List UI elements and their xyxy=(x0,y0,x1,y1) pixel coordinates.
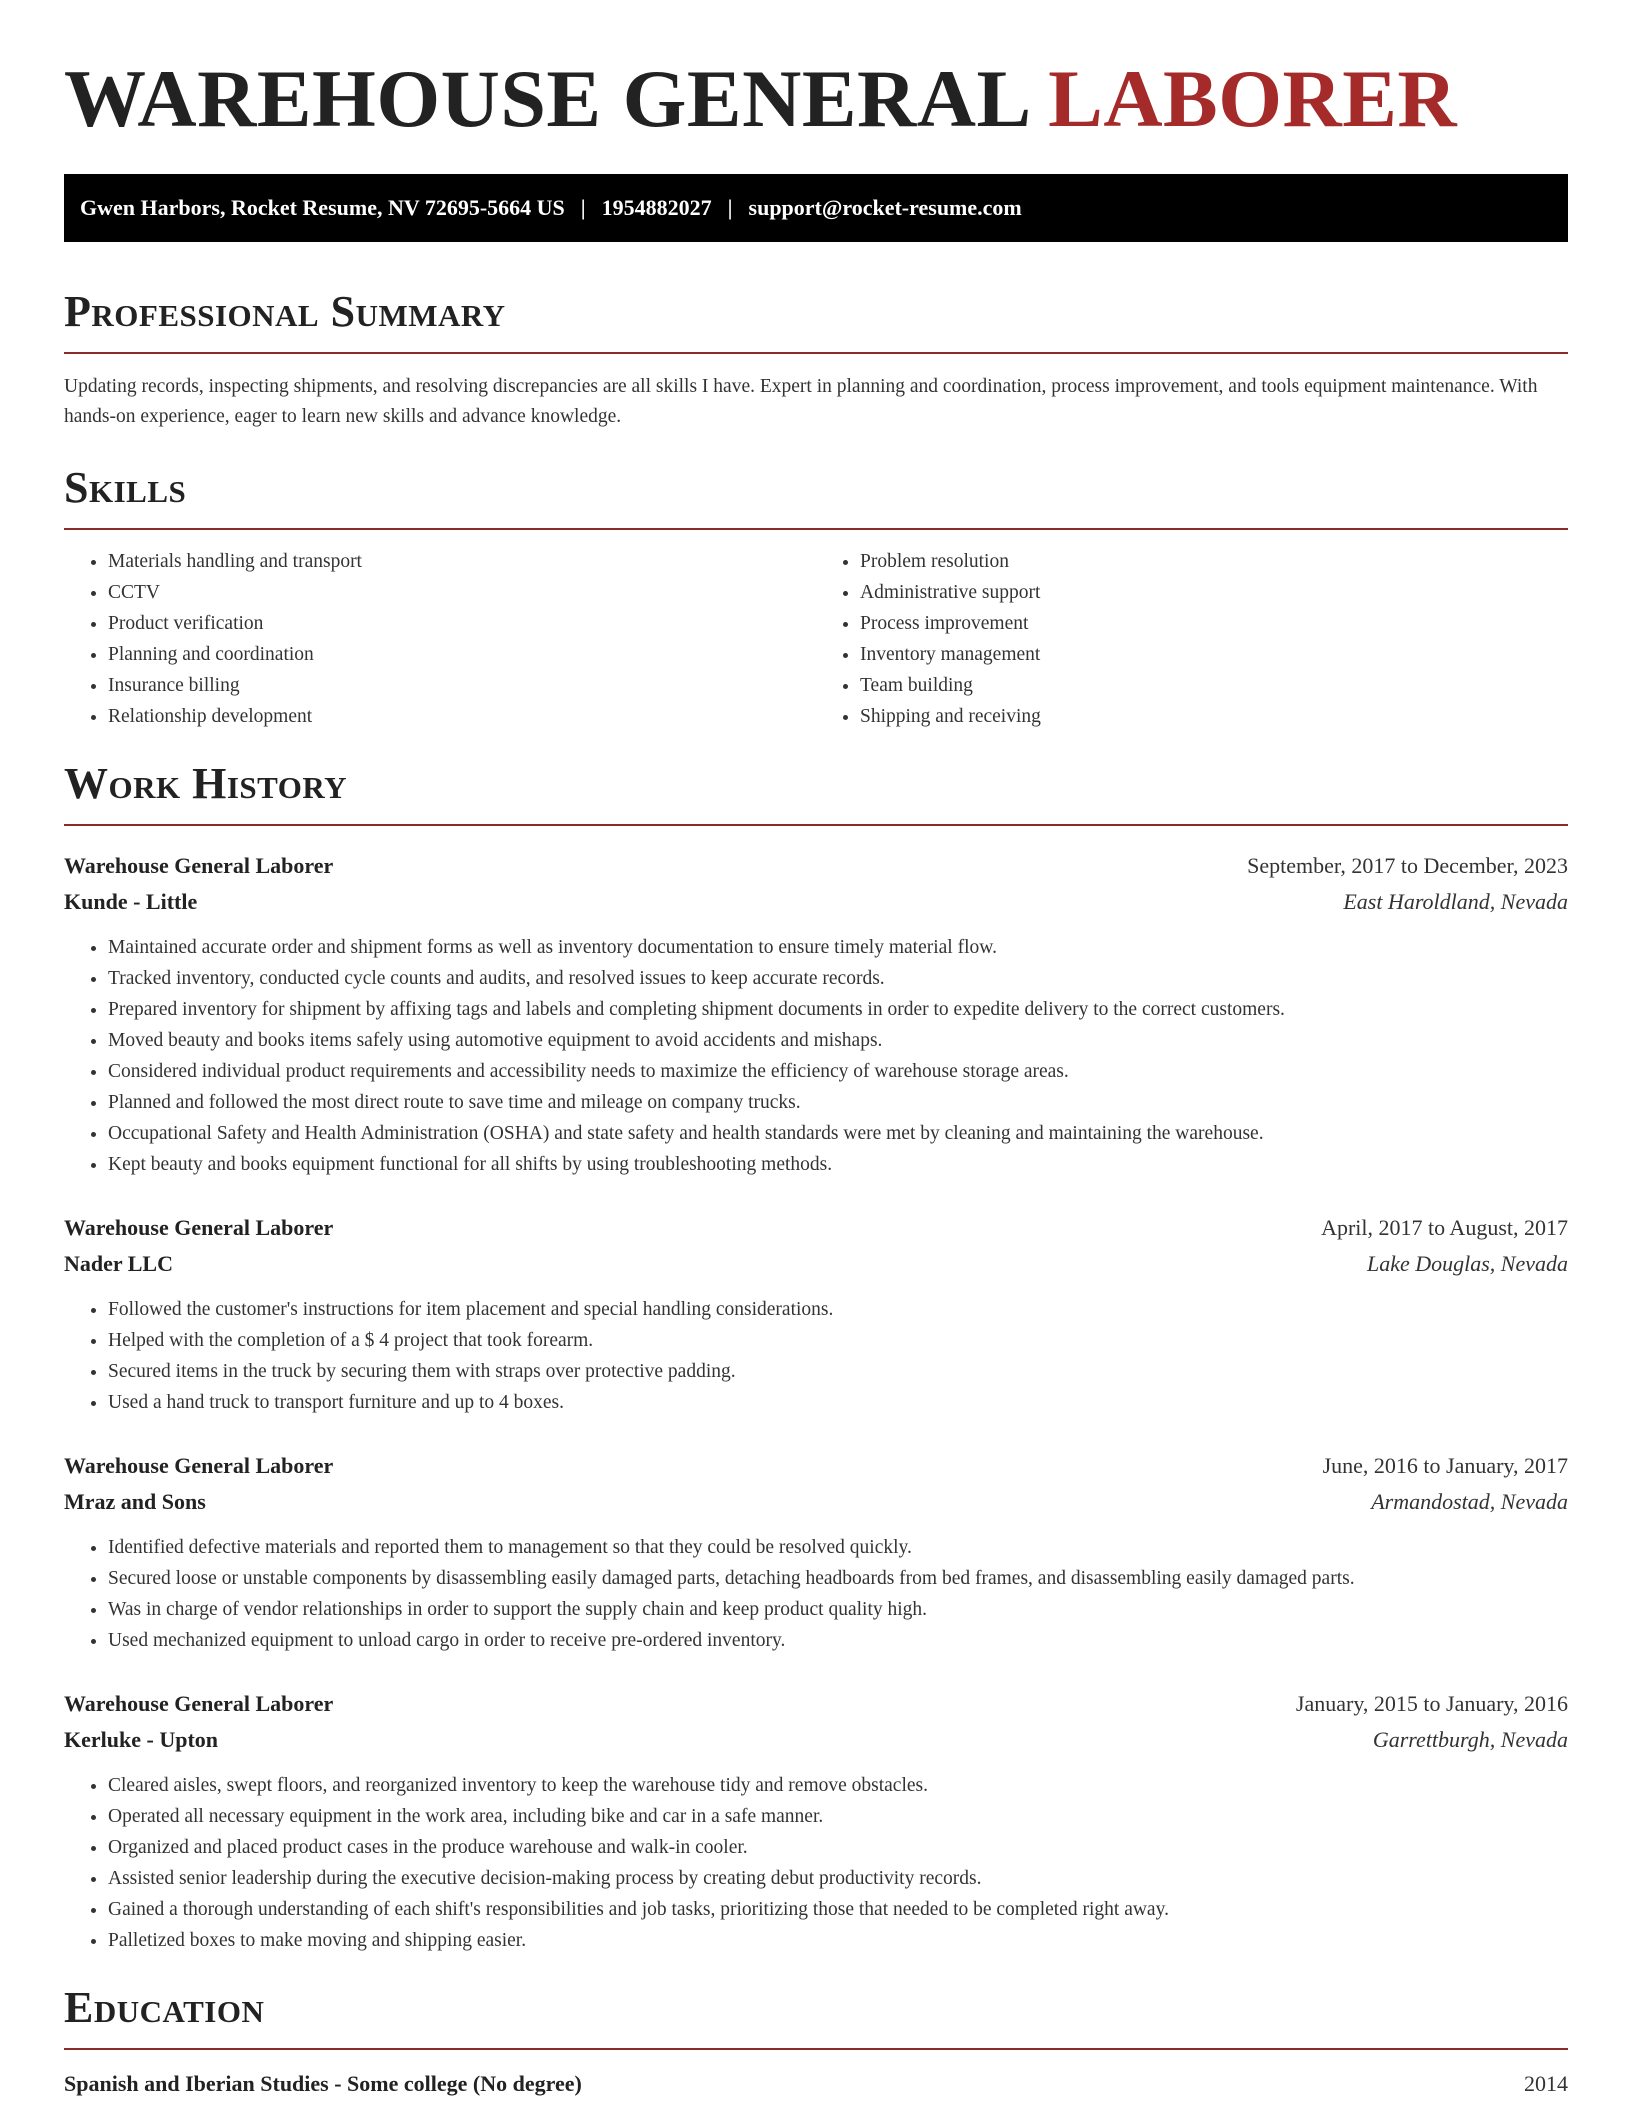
job-location: East Haroldland, Nevada xyxy=(1343,889,1568,914)
job-bullets xyxy=(64,1532,1568,1656)
skill-item: • CCTV xyxy=(108,577,816,608)
skill-item: • Problem resolution xyxy=(860,546,1568,577)
summary-text: Updating records, inspecting shipments, and resolving discrepancies are all skills I have. Expert in planning and coordination, process improvement, and tools equipment maintenance. With hands-on experience, eager to learn new skills and advance knowledge. xyxy=(64,376,1538,427)
job-bullet: • Assisted senior leadership during the executive decision-making process by creating debut productivity records. xyxy=(108,1863,1568,1894)
contact-separator: | xyxy=(727,195,733,220)
skill-item: • Inventory management xyxy=(860,639,1568,670)
job-bullet: • Palletized boxes to make moving and shipping easier. xyxy=(108,1925,1568,1956)
job-entry xyxy=(64,1210,1568,1418)
job-dates: September, 2017 to December, 2023 xyxy=(1247,853,1568,878)
job-bullet: • Tracked inventory, conducted cycle counts and audits, and resolved issues to keep accurate records. xyxy=(108,963,1568,994)
job-company-row xyxy=(64,1722,1568,1758)
job-bullet: • Secured loose or unstable components by disassembling easily damaged parts, detaching headboards from bed frames, and disassembling easily damaged parts. xyxy=(108,1563,1568,1594)
skill-item: • Materials handling and transport xyxy=(108,546,816,577)
summary-section xyxy=(64,287,1568,432)
job-bullet: • Operated all necessary equipment in the work area, including bike and car in a safe manner. xyxy=(108,1801,1568,1832)
job-header-row xyxy=(64,1448,1568,1484)
job-company-row xyxy=(64,1484,1568,1520)
resume-title xyxy=(64,53,1568,144)
job-bullet: • Planned and followed the most direct route to save time and mileage on company trucks. xyxy=(108,1087,1568,1118)
education-degree: Spanish and Iberian Studies - Some college (No degree) xyxy=(64,2071,582,2096)
job-bullet: • Maintained accurate order and shipment forms as well as inventory documentation to ensure timely material flow. xyxy=(108,932,1568,963)
skill-item: • Shipping and receiving xyxy=(860,701,1568,732)
section-divider xyxy=(64,528,1568,530)
job-entry xyxy=(64,1686,1568,1956)
job-bullet: • Organized and placed product cases in the produce warehouse and walk-in cooler. xyxy=(108,1832,1568,1863)
skill-item: • Process improvement xyxy=(860,608,1568,639)
job-bullet: • Was in charge of vendor relationships in order to support the supply chain and keep product quality high. xyxy=(108,1594,1568,1625)
job-bullet: • Identified defective materials and reported them to management so that they could be resolved quickly. xyxy=(108,1532,1568,1563)
job-location: Lake Douglas, Nevada xyxy=(1366,1251,1568,1276)
job-bullet: • Occupational Safety and Health Administration (OSHA) and state safety and health standards were met by cleaning and maintaining the warehouse. xyxy=(108,1118,1568,1149)
skills-section xyxy=(64,463,1568,732)
title-main: WAREHOUSE GENERAL xyxy=(64,53,1028,144)
contact-bar xyxy=(64,174,1568,242)
skill-item: • Planning and coordination xyxy=(108,639,816,670)
job-bullet: • Helped with the completion of a $ 4 project that took forearm. xyxy=(108,1325,1568,1356)
education-heading: Education xyxy=(64,1983,265,2032)
skill-item: • Team building xyxy=(860,670,1568,701)
job-header-row xyxy=(64,848,1568,884)
job-entry xyxy=(64,1448,1568,1656)
education-entry xyxy=(64,2066,1568,2102)
job-title: Warehouse General Laborer xyxy=(64,1215,334,1240)
job-title: Warehouse General Laborer xyxy=(64,1453,334,1478)
work-history-section xyxy=(64,759,1568,1956)
job-bullet: • Cleared aisles, swept floors, and reorganized inventory to keep the warehouse tidy and remove obstacles. xyxy=(108,1770,1568,1801)
skills-heading: Skills xyxy=(64,463,187,512)
contact-email: support@rocket-resume.com xyxy=(748,195,1022,220)
skill-item: • Product verification xyxy=(108,608,816,639)
section-divider xyxy=(64,352,1568,354)
skills-columns xyxy=(64,546,1568,732)
contact-separator: | xyxy=(580,195,586,220)
contact-address: Gwen Harbors, Rocket Resume, NV 72695-5664 US xyxy=(80,195,565,220)
job-bullet: • Kept beauty and books equipment functional for all shifts by using troubleshooting methods. xyxy=(108,1149,1568,1180)
job-company: Kerluke - Upton xyxy=(64,1727,218,1752)
job-company: Kunde - Little xyxy=(64,889,198,914)
job-location: Armandostad, Nevada xyxy=(1371,1489,1568,1514)
skill-item: • Administrative support xyxy=(860,577,1568,608)
job-bullets xyxy=(64,1770,1568,1956)
skill-item: • Insurance billing xyxy=(108,670,816,701)
job-company: Nader LLC xyxy=(64,1251,173,1276)
job-bullet: • Followed the customer's instructions for item placement and special handling considerations. xyxy=(108,1294,1568,1325)
section-divider xyxy=(64,2048,1568,2050)
job-bullet: • Used a hand truck to transport furniture and up to 4 boxes. xyxy=(108,1387,1568,1418)
job-entry xyxy=(64,848,1568,1180)
job-bullet: • Prepared inventory for shipment by affixing tags and labels and completing shipment documents in order to expedite delivery to the correct customers. xyxy=(108,994,1568,1025)
job-dates: April, 2017 to August, 2017 xyxy=(1321,1215,1568,1240)
skills-list-left xyxy=(64,546,816,732)
job-bullet: • Considered individual product requirements and accessibility needs to maximize the efficiency of warehouse storage areas. xyxy=(108,1056,1568,1087)
job-bullets xyxy=(64,1294,1568,1418)
job-company: Mraz and Sons xyxy=(64,1489,206,1514)
job-header-row xyxy=(64,1686,1568,1722)
education-section xyxy=(64,1983,1568,2102)
job-company-row xyxy=(64,884,1568,920)
job-bullet: • Gained a thorough understanding of each shift's responsibilities and job tasks, prioritizing those that needed to be completed right away. xyxy=(108,1894,1568,1925)
job-bullet: • Moved beauty and books items safely using automotive equipment to avoid accidents and mishaps. xyxy=(108,1025,1568,1056)
job-bullet: • Secured items in the truck by securing them with straps over protective padding. xyxy=(108,1356,1568,1387)
summary-heading: Professional Summary xyxy=(64,287,506,336)
title-accent: LABORER xyxy=(1048,53,1458,144)
job-title: Warehouse General Laborer xyxy=(64,853,334,878)
education-year: 2014 xyxy=(1524,2071,1568,2096)
job-bullets xyxy=(64,932,1568,1180)
skills-list-right xyxy=(816,546,1568,732)
job-dates: January, 2015 to January, 2016 xyxy=(1295,1691,1568,1716)
job-title: Warehouse General Laborer xyxy=(64,1691,334,1716)
skill-item: • Relationship development xyxy=(108,701,816,732)
job-bullet: • Used mechanized equipment to unload cargo in order to receive pre-ordered inventory. xyxy=(108,1625,1568,1656)
work-history-heading: Work History xyxy=(64,759,348,808)
job-company-row xyxy=(64,1246,1568,1282)
section-divider xyxy=(64,824,1568,826)
job-header-row xyxy=(64,1210,1568,1246)
job-dates: June, 2016 to January, 2017 xyxy=(1322,1453,1568,1478)
job-location: Garrettburgh, Nevada xyxy=(1372,1727,1568,1752)
contact-phone: 1954882027 xyxy=(601,195,712,220)
